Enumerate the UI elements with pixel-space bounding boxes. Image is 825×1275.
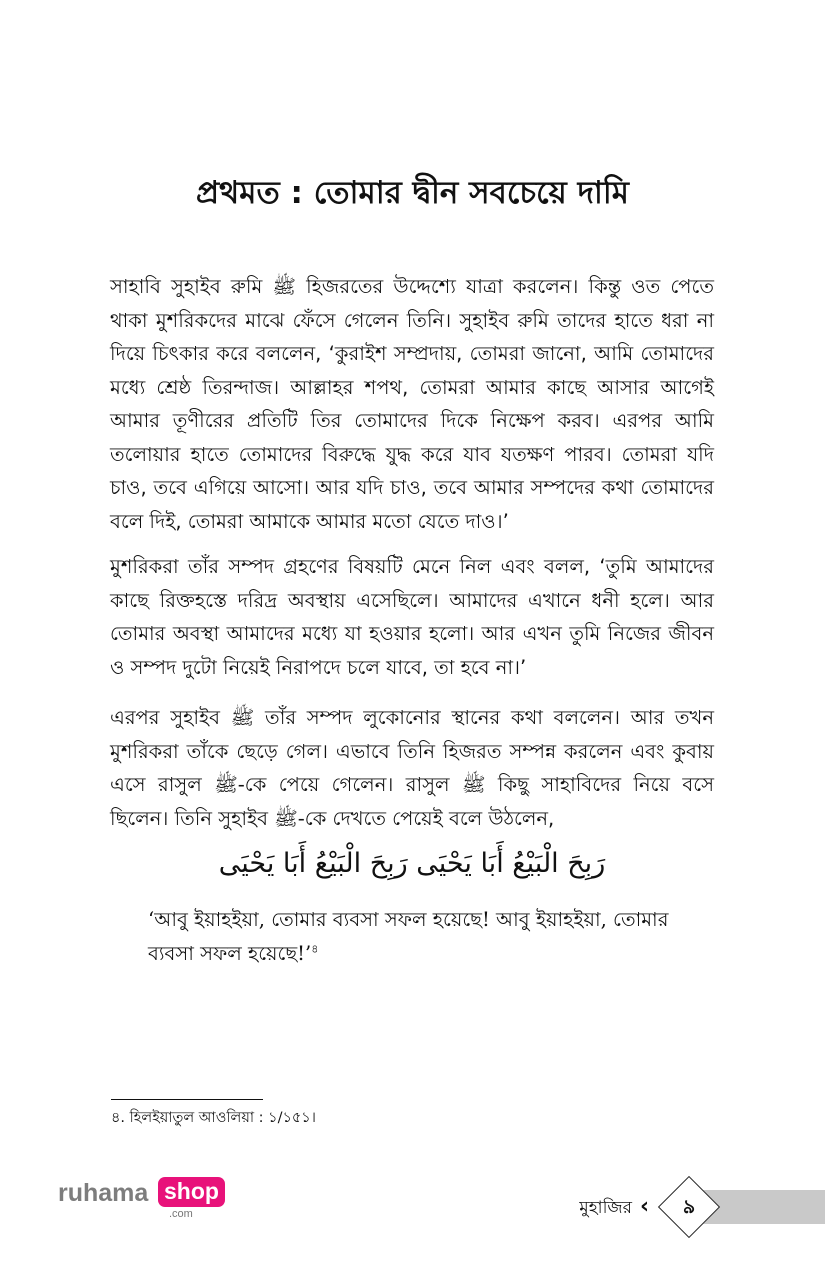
running-footer-title: মুহাজির bbox=[579, 1198, 632, 1218]
logo-badge: shop bbox=[158, 1177, 225, 1207]
logo-domain: .com bbox=[169, 1208, 193, 1220]
page-number: ৯ bbox=[682, 1196, 696, 1218]
footnote-marker: ৪ bbox=[311, 942, 319, 955]
logo-name: ruhama bbox=[58, 1179, 149, 1207]
footnote-divider bbox=[111, 1099, 263, 1100]
page-title: প্রথমত : তোমার দ্বীন সবচেয়ে দামি bbox=[196, 175, 629, 211]
body-paragraph-1: সাহাবি সুহাইব রুমি ﷺ হিজরতের উদ্দেশ্যে যাত্রা করলেন। কিন্তু ওত পেতে থাকা মুশরিকদের মাঝে ফেঁসে গেলেন তিনি। সুহাইব রুমি তাদের হাতে ধরা না দিয়ে চিৎকার করে বললেন, ‘কুরাইশ সম্প্রদায়, তোমরা জানো, আমি তোমাদের মধ্যে শ্রেষ্ঠ তিরন্দাজ। আল্লাহর শপথ, তোমরা আমার কাছে আসার আগেই আমার তূণীরের প্রতিটি তির তোমাদের দিকে নিক্ষেপ করব। এরপর আমি তলোয়ার হাতে তোমাদের বিরুদ্ধে যুদ্ধ করে যাব যতক্ষণ পারব। তোমরা যদি চাও, তবে এগিয়ে আসো। আর যদি চাও, তবে আমার সম্পদের কথা তোমাদের বলে দিই, তোমরা আমাকে আমার মতো যেতে দাও।’ bbox=[110, 275, 715, 533]
body-paragraph-2: মুশরিকরা তাঁর সম্পদ গ্রহণের বিষয়টি মেনে নিল এবং বলল, ‘তুমি আমাদের কাছে রিক্তহস্তে দরিদ্র অবস্থায় এসেছিলে। আমাদের এখানে ধনী হলে। আর তোমার অবস্থা আমাদের মধ্যে যা হওয়ার হলো। আর এখন তুমি নিজের জীবন ও সম্পদ দুটো নিয়েই নিরাপদে চলে যাবে, তা হবে না।’ bbox=[110, 555, 714, 679]
arabic-quote: رَبِحَ الْبَيْعُ أَبَا يَحْيَى رَبِحَ الْبَيْعُ أَبَا يَحْيَى bbox=[218, 848, 606, 879]
ruhamashop-logo bbox=[58, 1175, 228, 1221]
quote-translation bbox=[148, 903, 708, 970]
chevron-left-icon: ‹ bbox=[640, 1194, 650, 1219]
footnote: ৪. হিলইয়াতুল আওলিয়া : ১/১৫১। bbox=[111, 1110, 316, 1126]
quote-translation-text: ‘আবু ইয়াহইয়া, তোমার ব্যবসা সফল হয়েছে! আবু ইয়াহইয়া, তোমার ব্যবসা সফল হয়েছে!’ bbox=[148, 908, 669, 965]
body-paragraph-3: এরপর সুহাইব ﷺ তাঁর সম্পদ লুকোনোর স্থানের কথা বললেন। আর তখন মুশরিকরা তাঁকে ছেড়ে গেল। এভাবে তিনি হিজরত সম্পন্ন করলেন এবং কুবায় এসে রাসুল ﷺ-কে পেয়ে গেলেন। রাসুল ﷺ কিছু সাহাবিদের নিয়ে বসে ছিলেন। তিনি সুহাইব ﷺ-কে দেখতে পেয়েই বলে উঠলেন, bbox=[110, 706, 715, 830]
